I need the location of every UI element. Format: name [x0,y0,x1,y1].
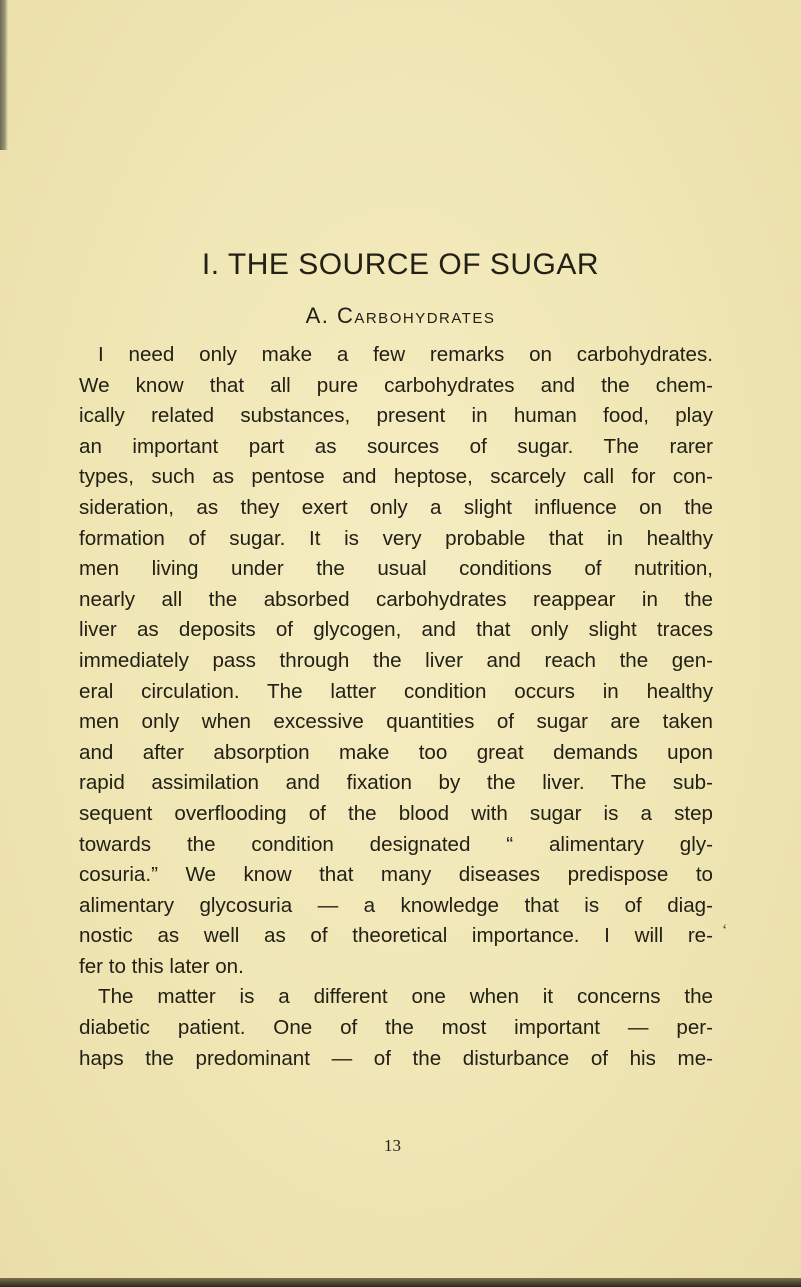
body-text [79,340,713,1074]
text-line: We know that all pure carbohydrates and the chem- [79,373,713,397]
text-line: eral circulation. The latter condition occurs in healthy [79,679,713,703]
page-bottom-edge [0,1278,801,1287]
text-line: nostic as well as of theoretical importance. I will re- [79,924,713,948]
text-line: sequent overflooding of the blood with sugar is a step [79,801,713,825]
text-line: and after absorption make too great demands upon [79,740,713,764]
text-line: alimentary glycosuria — a knowledge that is of diag- [79,893,713,917]
text-line: men living under the usual conditions of nutrition, [79,557,713,581]
text-line: The matter is a different one when it concerns the [98,985,713,1009]
margin-mark: ‘ [722,922,728,939]
text-line: liver as deposits of glycogen, and that only slight traces [79,618,713,642]
section-title: A. Carbohydrates [305,303,496,328]
text-line: towards the condition designated “ alimentary gly- [79,832,713,856]
text-line: rapid assimilation and fixation by the liver. The sub- [79,771,713,795]
chapter-title: I. THE SOURCE OF SUGAR [201,248,600,281]
page-number: 13 [384,1136,401,1155]
text-line: ically related substances, present in human food, play [79,404,713,428]
text-line: immediately pass through the liver and reach the gen- [79,648,713,672]
text-line: cosuria.” We know that many diseases predispose to [79,863,713,887]
text-line: fer to this later on. [79,954,244,978]
text-line: types, such as pentose and heptose, scarcely call for con- [79,465,713,489]
text-line: diabetic patient. One of the most important — per- [79,1016,713,1040]
page-binding-shadow [0,0,8,150]
text-line: I need only make a few remarks on carbohydrates. [98,343,713,366]
text-line: men only when excessive quantities of sugar are taken [79,710,713,734]
text-line: nearly all the absorbed carbohydrates reappear in the [79,587,713,611]
text-line: sideration, as they exert only a slight influence on the [79,495,713,519]
text-line: haps the predominant — of the disturbance of his me- [79,1046,713,1070]
text-line: formation of sugar. It is very probable that in healthy [79,526,713,550]
text-line: an important part as sources of sugar. The rarer [79,434,713,458]
